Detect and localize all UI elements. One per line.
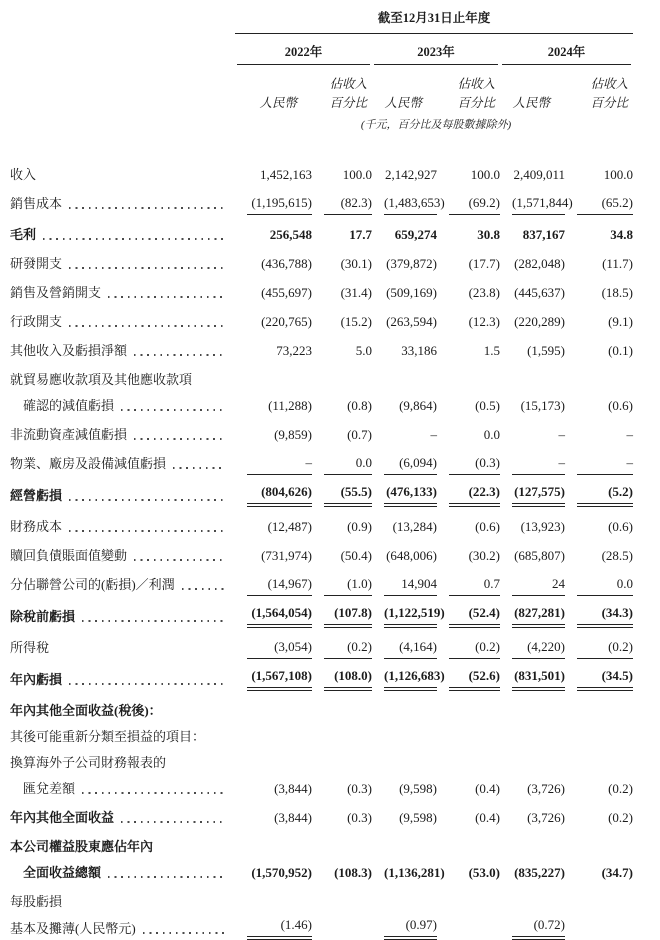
value-cell: (436,788) <box>261 255 312 271</box>
value-cell: (1.0) <box>324 576 372 596</box>
table-row <box>10 453 633 475</box>
value-cell: 1.5 <box>483 342 500 358</box>
value-cell: (0.4) <box>475 780 500 796</box>
dot-leader <box>108 296 226 298</box>
value-cell: (445,637) <box>514 284 565 300</box>
table-row <box>10 224 633 246</box>
value-cell: (648,006) <box>386 547 437 563</box>
value-cell: (1,595) <box>527 342 565 358</box>
value-cell: 1,452,163 <box>260 166 312 182</box>
row-label-text: 物業、廠房及設備減值虧損 <box>10 455 167 471</box>
value-cell: (9,598) <box>399 780 437 796</box>
row-label-trade-receivables-impairment-header <box>10 369 633 391</box>
value-cell: 2,142,927 <box>385 166 437 182</box>
value-cell: 659,274 <box>394 226 437 242</box>
row-label-reclassify-header <box>10 726 633 748</box>
value-cell: (0.3) <box>449 455 500 475</box>
value-cell: (9,864) <box>399 397 437 413</box>
value-cell: (804,626) <box>247 484 312 507</box>
value-cell <box>324 937 372 940</box>
row-label-impairment-losses-recognized <box>10 395 235 417</box>
value-cell: (11.7) <box>602 255 633 271</box>
row-label-revenue <box>10 164 235 186</box>
section-label-row <box>10 836 633 858</box>
value-cell: 5.0 <box>355 342 372 358</box>
row-label-text: 換算海外子公司財務報表的 <box>10 754 167 770</box>
value-cell: (1,483,653) <box>384 195 437 215</box>
row-label-exchange-differences <box>10 778 235 800</box>
header-columns-row <box>10 75 633 114</box>
value-cell: (11,288) <box>268 397 312 413</box>
row-label-text: 確認的減值虧損 <box>23 397 115 413</box>
value-cell: (282,048) <box>514 255 565 271</box>
header-years-row <box>10 42 633 65</box>
value-cell: (220,765) <box>261 313 312 329</box>
value-cell: (28.5) <box>601 547 633 563</box>
value-cell: (55.5) <box>324 484 372 507</box>
dot-leader <box>69 325 226 327</box>
value-cell: (476,133) <box>384 484 437 507</box>
section-label-row <box>10 891 633 913</box>
row-label-non-current-assets-impairment <box>10 424 235 446</box>
value-cell: (50.4) <box>340 547 372 563</box>
row-label-text: 贖回負債賬面值變動 <box>10 547 128 563</box>
value-cell: (12.3) <box>468 313 500 329</box>
table-row <box>10 917 633 940</box>
value-cell: (0.9) <box>347 518 372 534</box>
value-cell: (0.2) <box>608 809 633 825</box>
value-cell: (827,281) <box>512 605 565 628</box>
row-label-income-tax <box>10 637 235 659</box>
table-row <box>10 862 633 884</box>
value-cell <box>577 937 633 940</box>
row-label-text: 基本及攤薄(人民幣元) <box>10 920 136 936</box>
value-cell: (0.72) <box>512 917 565 940</box>
dot-leader <box>182 588 226 590</box>
column-header-pct-line1: 佔收入 <box>457 77 495 91</box>
dot-leader <box>69 499 226 501</box>
value-cell: (15.2) <box>340 313 372 329</box>
value-cell: 14,904 <box>384 576 437 596</box>
row-label-text: 全面收益總額 <box>23 864 102 880</box>
row-label-admin-expenses <box>10 311 235 333</box>
table-row <box>10 193 633 215</box>
year-header-2023: 2023年 <box>374 42 498 65</box>
table-row <box>10 395 633 417</box>
table-row <box>10 574 633 596</box>
row-label-share-of-associates <box>10 574 235 596</box>
value-cell: (1,564,054) <box>247 605 312 628</box>
row-label-text: 研發開支 <box>10 255 63 271</box>
value-cell: (15,173) <box>520 397 565 413</box>
dot-leader <box>69 530 226 532</box>
value-cell: (0.97) <box>384 917 437 940</box>
table-row <box>10 637 633 659</box>
row-label-text: 銷售成本 <box>10 195 63 211</box>
row-label-rd-expenses <box>10 253 235 275</box>
table-row <box>10 484 633 507</box>
dot-leader <box>108 876 226 878</box>
value-cell: (65.2) <box>577 195 633 215</box>
row-label-text: 本公司權益股東應佔年內 <box>10 838 154 854</box>
unit-note: (千元，百分比及每股數據除外) <box>360 118 512 131</box>
value-cell: (0.8) <box>347 397 372 413</box>
table-row <box>10 516 633 538</box>
header-title-row <box>10 8 633 30</box>
row-label-translation-header <box>10 752 633 774</box>
column-header-pct <box>312 75 372 114</box>
value-cell: (3,844) <box>274 809 312 825</box>
value-cell: – <box>430 426 437 442</box>
value-cell: (0.3) <box>347 809 372 825</box>
row-label-gross-profit <box>10 224 235 246</box>
row-label-oci-total <box>10 807 235 829</box>
row-label-text: 行政開支 <box>10 313 63 329</box>
value-cell: (82.3) <box>324 195 372 215</box>
value-cell: (9,859) <box>274 426 312 442</box>
value-cell: (34.5) <box>577 668 633 691</box>
dot-leader <box>121 821 226 823</box>
dot-leader <box>43 238 226 240</box>
value-cell: (379,872) <box>386 255 437 271</box>
period-title: 截至12月31日止年度 <box>377 11 491 25</box>
value-cell: (69.2) <box>449 195 500 215</box>
value-cell: 837,167 <box>522 226 565 242</box>
value-cell: (835,227) <box>514 864 565 880</box>
row-label-text: 財務成本 <box>10 518 63 534</box>
value-cell: (31.4) <box>340 284 372 300</box>
value-cell: (1,122,519) <box>384 605 437 628</box>
row-label-text: 匯兌差額 <box>23 780 76 796</box>
value-cell: (0.2) <box>608 780 633 796</box>
row-label-loss-for-year <box>10 669 235 691</box>
column-header-rmb: 人民幣 <box>259 96 297 111</box>
income-statement-table <box>10 164 633 940</box>
dot-leader <box>69 207 226 209</box>
row-label-loss-per-share-header <box>10 891 633 913</box>
header-note-row <box>10 116 633 132</box>
value-cell: 0.0 <box>324 455 372 475</box>
column-header-pct-line1: 佔收入 <box>329 77 367 91</box>
column-header-pct-line2: 百分比 <box>329 96 367 111</box>
value-cell: – <box>558 426 565 442</box>
value-cell: (34.7) <box>601 864 633 880</box>
value-cell: (6,094) <box>384 455 437 475</box>
value-cell: (0.1) <box>608 342 633 358</box>
value-cell: (52.4) <box>449 605 500 628</box>
value-cell: (0.2) <box>324 639 372 659</box>
value-cell: 100.0 <box>470 166 500 182</box>
row-label-text: 其後可能重新分類至損益的項目： <box>10 728 206 744</box>
value-cell: (23.8) <box>468 284 500 300</box>
value-cell: (17.7) <box>468 255 500 271</box>
column-header-pct-line2: 百分比 <box>590 96 628 111</box>
value-cell: (3,844) <box>274 780 312 796</box>
value-cell: (0.4) <box>475 809 500 825</box>
value-cell: (1.46) <box>247 917 312 940</box>
value-cell: (1,126,683) <box>384 668 437 691</box>
value-cell: (0.2) <box>577 639 633 659</box>
value-cell: (0.7) <box>347 426 372 442</box>
value-cell: (0.6) <box>475 518 500 534</box>
dot-leader <box>134 559 226 561</box>
section-label-row <box>10 726 633 748</box>
value-cell: (0.3) <box>347 780 372 796</box>
row-label-text: 毛利 <box>10 226 37 242</box>
value-cell: (108.0) <box>324 668 372 691</box>
table-row <box>10 807 633 829</box>
dot-leader <box>134 438 226 440</box>
column-header-rmb: 人民幣 <box>384 96 422 111</box>
value-cell: 17.7 <box>349 226 372 242</box>
dot-leader <box>121 409 226 411</box>
row-label-other-income-losses-net <box>10 340 235 362</box>
row-label-text: 其他收入及虧損淨額 <box>10 342 128 358</box>
row-label-selling-marketing-expenses <box>10 282 235 304</box>
value-cell: (4,164) <box>384 639 437 659</box>
table-row <box>10 605 633 628</box>
value-cell: – <box>577 455 633 475</box>
value-cell: (9.1) <box>608 313 633 329</box>
value-cell: (0.2) <box>449 639 500 659</box>
value-cell: (5.2) <box>577 484 633 507</box>
column-header-rmb: 人民幣 <box>512 96 550 111</box>
value-cell: (30.1) <box>340 255 372 271</box>
section-label-row <box>10 700 633 722</box>
row-label-text: 收入 <box>10 166 37 182</box>
table-header <box>10 8 633 132</box>
row-label-text: 非流動資產減值虧損 <box>10 426 128 442</box>
dot-leader <box>173 467 226 469</box>
value-cell: (18.5) <box>601 284 633 300</box>
value-cell <box>449 937 500 940</box>
row-label-attributable-header <box>10 836 633 858</box>
value-cell: (127,575) <box>512 484 565 507</box>
dot-leader <box>143 932 226 934</box>
value-cell: (0.6) <box>608 397 633 413</box>
value-cell: (685,807) <box>514 547 565 563</box>
dot-leader <box>134 354 226 356</box>
row-label-text: 銷售及營銷開支 <box>10 284 102 300</box>
value-cell: (3,726) <box>527 780 565 796</box>
value-cell: (1,571,844) <box>512 195 565 215</box>
row-label-text: 經營虧損 <box>10 487 63 503</box>
value-cell: 0.0 <box>483 426 500 442</box>
value-cell: (13,284) <box>392 518 437 534</box>
value-cell: 100.0 <box>342 166 372 182</box>
value-cell: (12,487) <box>267 518 312 534</box>
value-cell: (108.3) <box>334 864 372 880</box>
value-cell: (30.2) <box>468 547 500 563</box>
value-cell: (1,567,108) <box>247 668 312 691</box>
value-cell: (731,974) <box>261 547 312 563</box>
value-cell: (52.6) <box>449 668 500 691</box>
row-label-text: 每股虧損 <box>10 893 63 909</box>
row-label-text: 年內虧損 <box>10 671 63 687</box>
table-row <box>10 668 633 691</box>
dot-leader <box>82 620 226 622</box>
value-cell: (9,598) <box>399 809 437 825</box>
table-row <box>10 253 633 275</box>
value-cell: – <box>247 455 312 475</box>
table-row <box>10 340 633 362</box>
row-label-text: 就貿易應收款項及其他應收款項 <box>10 371 193 387</box>
value-cell: (263,594) <box>386 313 437 329</box>
row-label-basic-diluted <box>10 918 235 940</box>
value-cell: – <box>512 455 565 475</box>
value-cell: (509,169) <box>386 284 437 300</box>
value-cell: (831,501) <box>512 668 565 691</box>
row-label-text: 所得稅 <box>10 639 50 655</box>
value-cell: (0.5) <box>475 397 500 413</box>
row-label-text: 年內其他全面收益(稅後)： <box>10 702 162 718</box>
table-row <box>10 164 633 186</box>
spacer <box>10 42 235 65</box>
value-cell: 0.7 <box>449 576 500 596</box>
table-row <box>10 282 633 304</box>
dot-leader <box>69 683 226 685</box>
value-cell: (3,726) <box>527 809 565 825</box>
value-cell: (1,195,615) <box>247 195 312 215</box>
column-header-pct <box>565 75 633 114</box>
dot-leader <box>82 792 226 794</box>
value-cell: (1,570,952) <box>251 864 312 880</box>
value-cell: (34.3) <box>577 605 633 628</box>
year-header-2024: 2024年 <box>502 42 631 65</box>
value-cell: (220,289) <box>514 313 565 329</box>
value-cell: – <box>626 426 633 442</box>
value-cell: (13,923) <box>520 518 565 534</box>
value-cell: 73,223 <box>276 342 312 358</box>
table-row <box>10 311 633 333</box>
row-label-finance-costs <box>10 516 235 538</box>
column-header-pct-line1: 佔收入 <box>590 77 628 91</box>
value-cell: (107.8) <box>324 605 372 628</box>
value-cell: 34.8 <box>610 226 633 242</box>
value-cell: (0.6) <box>608 518 633 534</box>
row-label-total-comprehensive-income <box>10 862 235 884</box>
value-cell: 0.0 <box>577 576 633 596</box>
row-label-cost-of-sales <box>10 193 235 215</box>
column-header-pct <box>437 75 500 114</box>
row-label-operating-loss <box>10 485 235 507</box>
value-cell: (3,054) <box>247 639 312 659</box>
value-cell: 100.0 <box>603 166 633 182</box>
dot-leader <box>69 267 226 269</box>
value-cell: (14,967) <box>247 576 312 596</box>
table-row <box>10 545 633 567</box>
section-label-row <box>10 752 633 774</box>
value-cell: (455,697) <box>261 284 312 300</box>
value-cell: 30.8 <box>477 226 500 242</box>
row-label-loss-before-tax <box>10 606 235 628</box>
value-cell: (4,220) <box>512 639 565 659</box>
row-label-text: 分佔聯營公司的(虧損)／利潤 <box>10 576 175 592</box>
value-cell: (22.3) <box>449 484 500 507</box>
row-label-redemption-liabilities-change <box>10 545 235 567</box>
value-cell: (53.0) <box>468 864 500 880</box>
row-label-text: 年內其他全面收益 <box>10 809 115 825</box>
row-label-oci-header <box>10 700 633 722</box>
header-top-rule <box>235 33 633 34</box>
value-cell: 256,548 <box>269 226 312 242</box>
value-cell: (1,136,281) <box>384 864 445 880</box>
section-label-row <box>10 369 633 391</box>
table-row <box>10 424 633 446</box>
value-cell: 33,186 <box>401 342 437 358</box>
value-cell: 24 <box>512 576 565 596</box>
year-header-2022: 2022年 <box>237 42 370 65</box>
column-header-pct-line2: 百分比 <box>457 96 495 111</box>
row-label-ppe-impairment <box>10 453 235 475</box>
row-label-text: 除稅前虧損 <box>10 608 76 624</box>
table-row <box>10 778 633 800</box>
value-cell: 2,409,011 <box>513 166 565 182</box>
